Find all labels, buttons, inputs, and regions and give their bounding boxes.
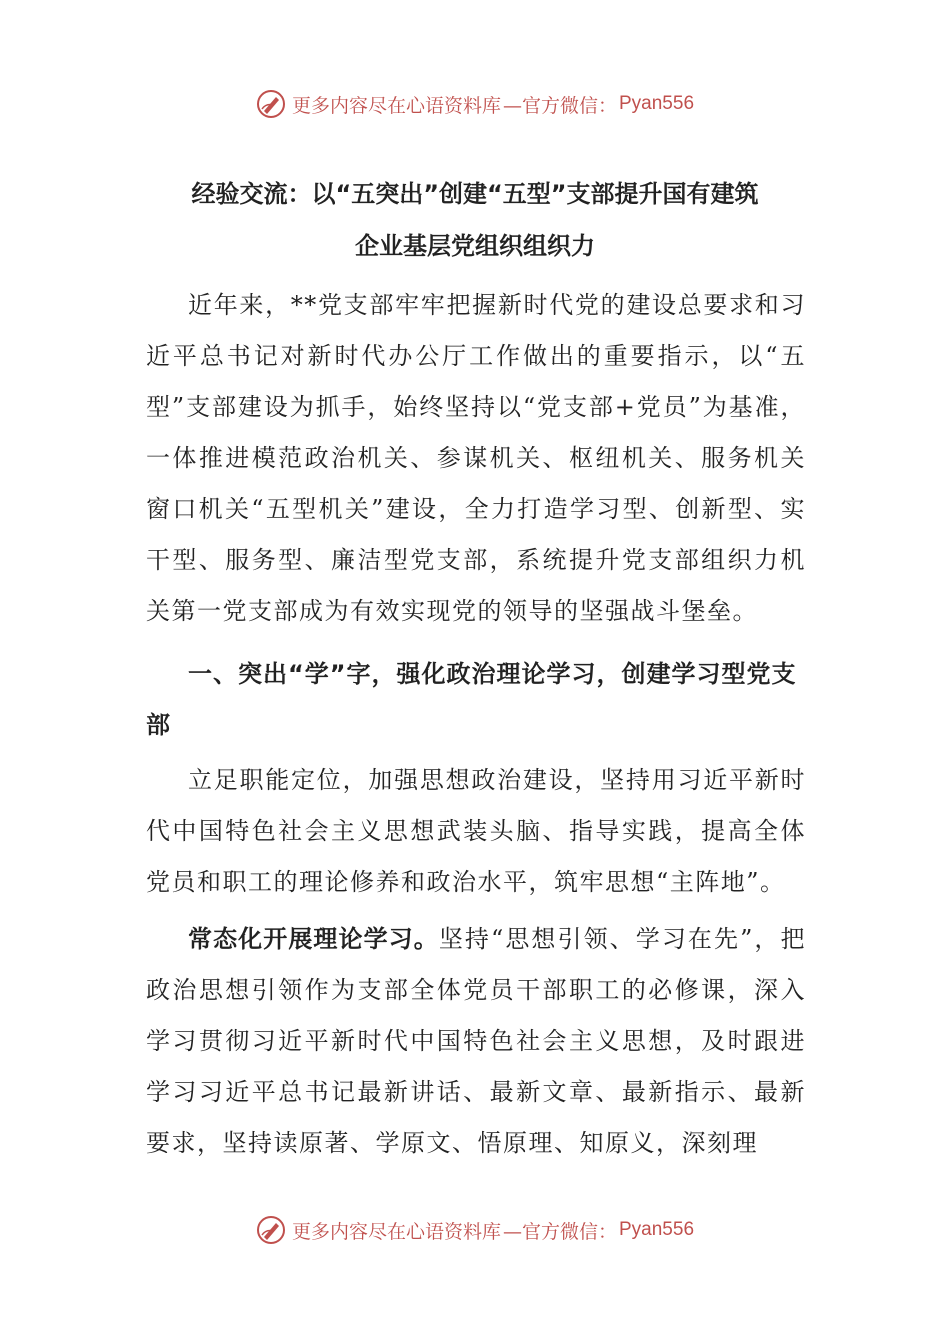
- document-body: [146, 280, 806, 1169]
- watermark-banner-bottom: [0, 1210, 950, 1250]
- section1-heading: 一、突出“学”字，强化政治理论学习，创建学习型党支部: [146, 660, 797, 739]
- section1-paragraph2-body: 坚持“思想引领、学习在先”，把政治思想引领作为支部全体党员干部职工的必修课，深入学习贯彻习近平新时代中国特色社会主义思想，及时跟进学习习近平总书记最新讲话、最新文章、最新指示、最新要求，坚持读原著、学原文、悟原理、知原义，深刻理: [146, 925, 807, 1157]
- section1-paragraph2: [146, 914, 806, 1169]
- document-title-line2: 企业基层党组织组织力: [355, 232, 595, 260]
- document-title-line1: 经验交流：以“五突出”创建“五型”支部提升国有建筑: [191, 180, 759, 208]
- watermark-text-main: 更多内容尽在心语资料库: [291, 1220, 501, 1243]
- watermark-wechat-id: Pyan556: [619, 93, 695, 114]
- watermark-banner-top: [0, 84, 950, 124]
- intro-paragraph: 近年来，**党支部牢牢把握新时代党的建设总要求和习近平总书记对新时代办公厅工作做出的重要指示，以“五型”支部建设为抓手，始终坚持以“党支部+党员”为基准，一体推进模范政治机关、参谋机关、枢纽机关、服务机关窗口机关“五型机关”建设，全力打造学习型、创新型、实干型、服务型、廉洁型党支部，系统提升党支部组织力机关第一党支部成为有效实现党的领导的坚强战斗堡垒。: [146, 291, 806, 625]
- watermark-text-dash: —官方微信：: [502, 1220, 617, 1243]
- watermark-wechat-id: Pyan556: [619, 1219, 695, 1240]
- section1-paragraph2-lead: 常态化开展理论学习。: [188, 925, 439, 953]
- watermark-text-dash: —官方微信：: [502, 94, 617, 117]
- pen-logo-icon: [256, 1215, 286, 1245]
- watermark-text-main: 更多内容尽在心语资料库: [291, 94, 501, 117]
- pen-logo-icon: [256, 89, 286, 119]
- section1-paragraph1: 立足职能定位，加强思想政治建设，坚持用习近平新时代中国特色社会主义思想武装头脑、指导实践，提高全体党员和职工的理论修养和政治水平，筑牢思想“主阵地”。: [146, 766, 806, 896]
